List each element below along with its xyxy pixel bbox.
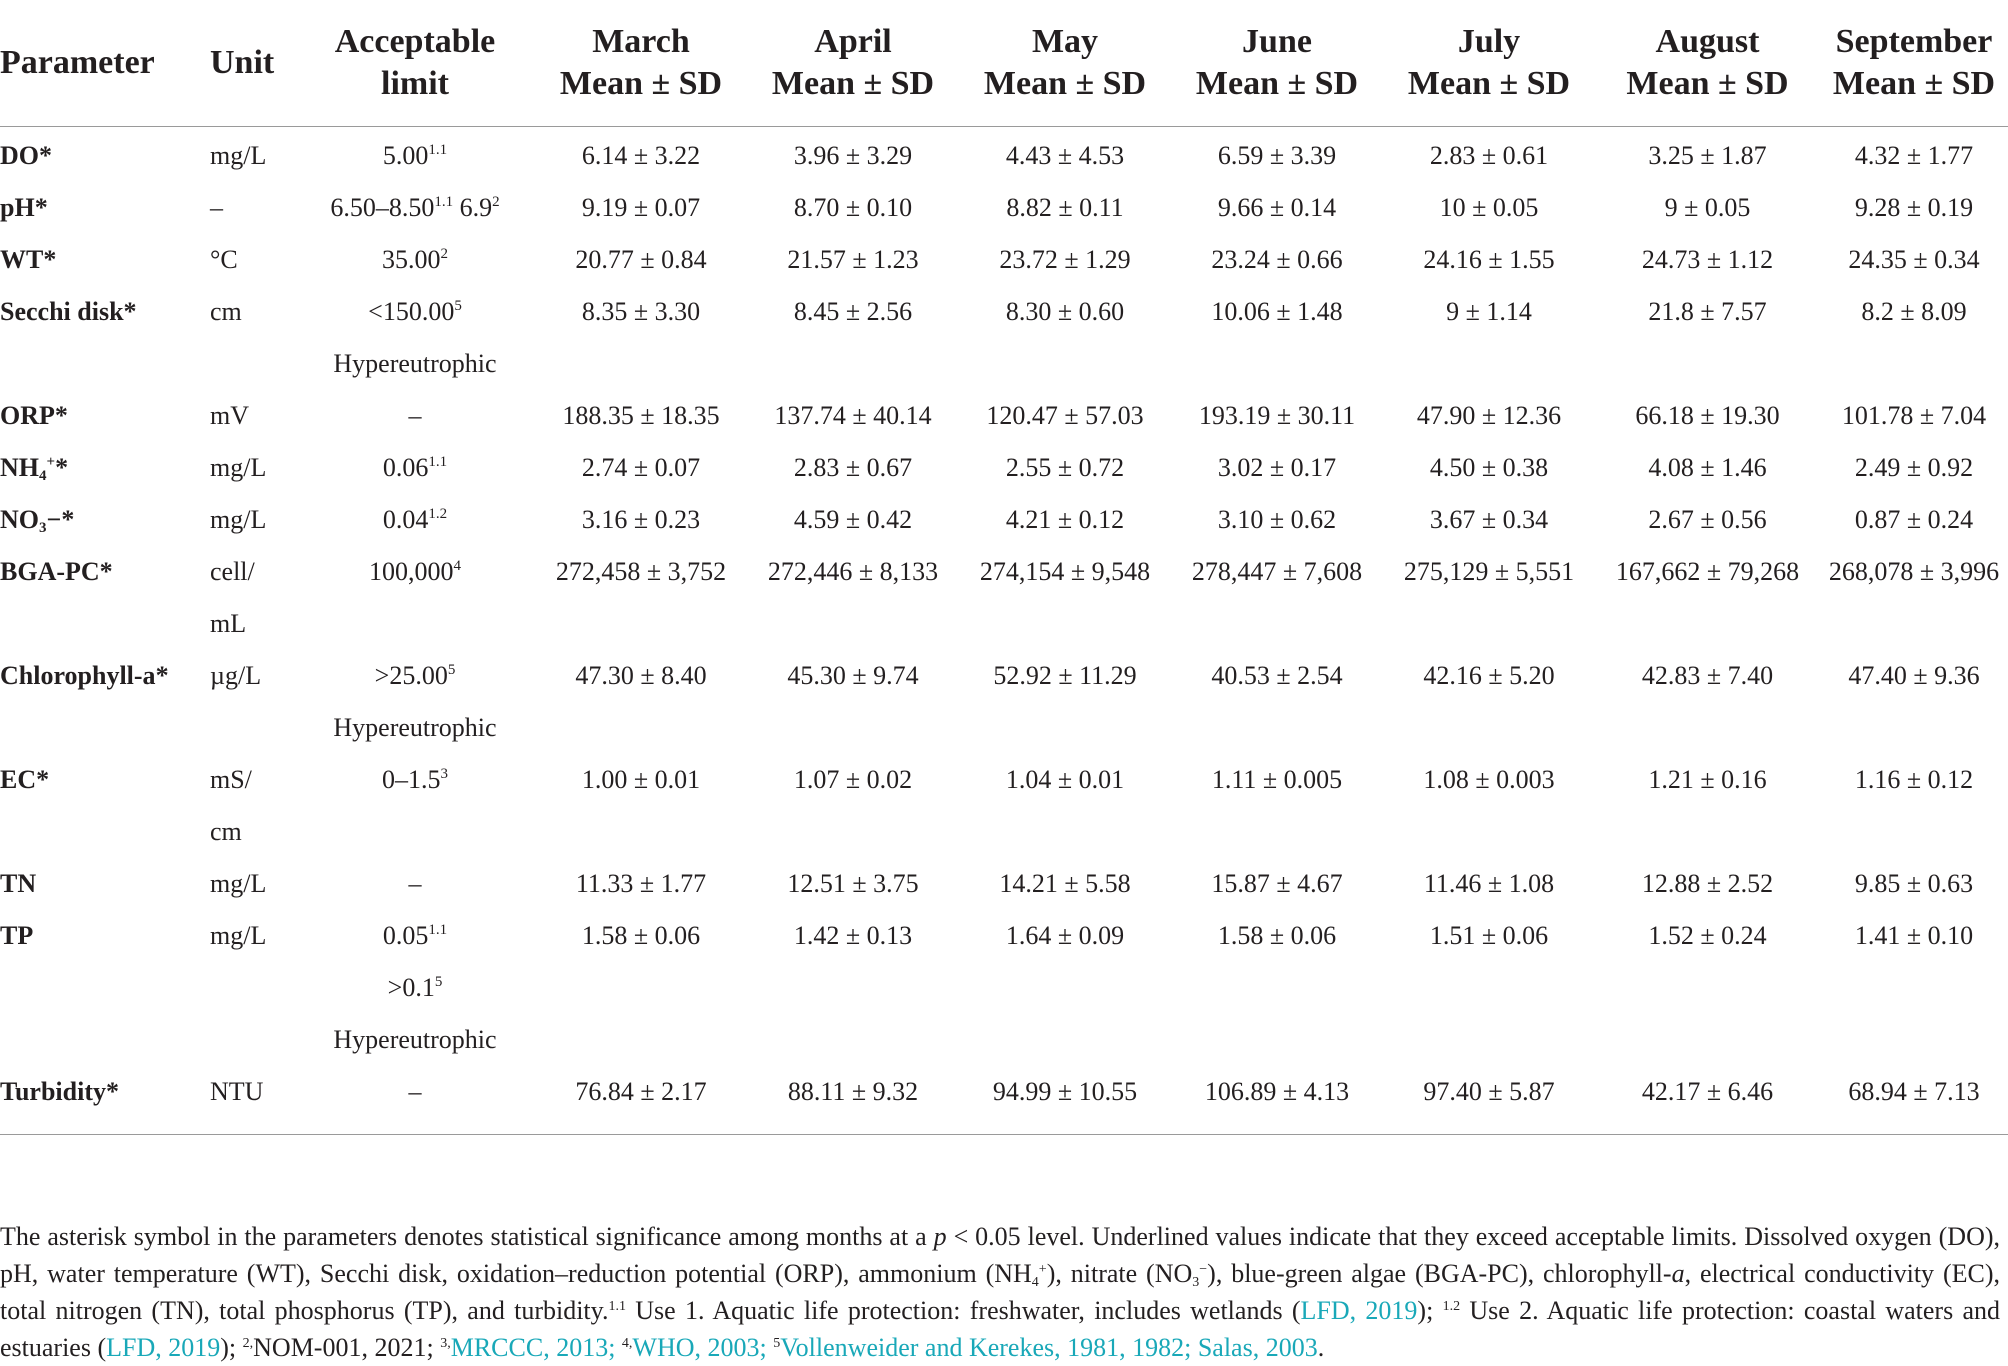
unit-text: mL — [210, 609, 247, 638]
header-unit: Unit — [210, 44, 275, 81]
table-row — [0, 546, 2008, 650]
value-cell-july: 42.16 ± 5.20 — [1423, 661, 1555, 690]
value-cell-september: 0.87 ± 0.24 — [1854, 505, 1974, 534]
header-stat-label: Mean ± SD — [983, 65, 1147, 102]
limit-text: 0.06 — [382, 453, 429, 482]
acceptable-limit-cell — [295, 494, 535, 546]
footnote-text: Use 2. Aquatic life protection: coastal waters and estuaries ( — [0, 1296, 2001, 1362]
limit-text: – — [408, 401, 422, 430]
value-cell-june: 9.66 ± 0.14 — [1217, 193, 1337, 222]
value-cell-september: 268,078 ± 3,996 — [1828, 557, 2000, 586]
value-cell-may: 1.04 ± 0.01 — [1005, 765, 1125, 794]
value-cell-april: 272,446 ± 8,133 — [767, 557, 939, 586]
acceptable-limit-cell — [295, 650, 535, 754]
value-cell-june: 10.06 ± 1.48 — [1211, 297, 1343, 326]
footnote-ref-marker: 1.2 — [1442, 1299, 1461, 1314]
value-cell-september: 47.40 ± 9.36 — [1848, 661, 1980, 690]
parameter-name: TP — [0, 921, 34, 950]
value-cell-june: 278,447 ± 7,608 — [1191, 557, 1363, 586]
value-cell-july: 97.40 ± 5.87 — [1423, 1077, 1555, 1106]
parameter-name: BGA-PC — [0, 557, 100, 586]
citation-link-lfd-2019[interactable]: LFD, 2019 — [1300, 1296, 1418, 1325]
header-stat-label: Mean ± SD — [1832, 65, 1996, 102]
acceptable-limit-cell — [295, 442, 535, 494]
value-cell-august: 66.18 ± 19.30 — [1635, 401, 1780, 430]
parameter-cell — [0, 754, 210, 858]
value-cell-july: 9 ± 1.14 — [1446, 297, 1532, 326]
significance-asterisk: * — [55, 453, 69, 482]
limit-reference-marker: 1.1 — [428, 922, 448, 938]
header-stat-label: Mean ± SD — [1626, 65, 1789, 102]
unit-text: NTU — [210, 1077, 264, 1106]
parameter-name: Turbidity — [0, 1077, 106, 1106]
value-cell-june: 1.58 ± 0.06 — [1217, 921, 1337, 950]
table-row — [0, 910, 2008, 1066]
table-row — [0, 390, 2008, 442]
unit-cell — [210, 858, 295, 910]
unit-cell — [210, 234, 295, 286]
parameter-name: EC — [0, 765, 37, 794]
value-cell-august: 42.83 ± 7.40 — [1641, 661, 1774, 690]
header-month-name: September — [1835, 23, 1993, 60]
limit-reference-marker: 3 — [440, 766, 448, 782]
footnote-ref-marker: 4, — [621, 1336, 633, 1351]
value-cell-june: 6.59 ± 3.39 — [1217, 141, 1337, 170]
parameter-name: WT — [0, 245, 44, 274]
significance-asterisk: * — [34, 193, 48, 222]
footnote-ref-marker: 5 — [773, 1336, 781, 1351]
limit-text: 6.50–8.50 — [330, 193, 435, 222]
value-cell-august: 24.73 ± 1.12 — [1641, 245, 1774, 274]
parameter-cell — [0, 390, 210, 442]
significance-asterisk: * — [61, 505, 75, 534]
table-row — [0, 494, 2008, 546]
value-cell-april: 2.83 ± 0.67 — [793, 453, 913, 482]
limit-text: 6.9 — [453, 193, 493, 222]
value-cell-july: 47.90 ± 12.36 — [1416, 401, 1562, 430]
header-month-name: July — [1457, 23, 1521, 60]
unit-text: °C — [210, 245, 238, 274]
significance-asterisk: * — [155, 661, 169, 690]
unit-cell — [210, 442, 295, 494]
limit-text: – — [408, 869, 422, 898]
citation-link-mrccc-2013[interactable]: MRCCC, 2013; — [450, 1333, 622, 1362]
parameter-name: NH — [0, 453, 39, 482]
acceptable-limit-cell — [295, 858, 535, 910]
value-cell-april: 137.74 ± 40.14 — [774, 401, 932, 430]
acceptable-limit-cell — [295, 286, 535, 390]
value-cell-march: 272,458 ± 3,752 — [555, 557, 727, 586]
unit-cell — [210, 494, 295, 546]
value-cell-august: 167,662 ± 79,268 — [1615, 557, 1800, 586]
parameter-cell — [0, 494, 210, 546]
value-cell-june: 40.53 ± 2.54 — [1211, 661, 1343, 690]
value-cell-march: 8.35 ± 3.30 — [581, 297, 701, 326]
unit-text: mg/L — [210, 141, 267, 170]
citation-link-vollenweider[interactable]: Vollenweider and Kerekes, 1981, 1982; Salas, 2003 — [780, 1333, 1318, 1362]
footnote-text: ); — [220, 1333, 243, 1362]
parameter-cell — [0, 182, 210, 234]
value-cell-june: 23.24 ± 0.66 — [1211, 245, 1343, 274]
unit-text: mg/L — [210, 869, 267, 898]
footnote-ref-marker: 2, — [242, 1336, 254, 1351]
significance-asterisk: * — [105, 1077, 119, 1106]
table-bottom-rule — [0, 1134, 2008, 1135]
limit-reference-marker: 4 — [453, 558, 461, 574]
citation-link-who-2003[interactable]: WHO, 2003; — [632, 1333, 774, 1362]
value-cell-july: 3.67 ± 0.34 — [1429, 505, 1549, 534]
value-cell-august: 12.88 ± 2.52 — [1641, 869, 1774, 898]
footnote-subscript: 4 — [1031, 1275, 1039, 1290]
value-cell-april: 12.51 ± 3.75 — [787, 869, 919, 898]
unit-text: mS/ — [210, 765, 252, 794]
header-stat-label: Mean ± SD — [771, 65, 935, 102]
parameter-subscript: 3 — [39, 520, 47, 536]
unit-cell — [210, 910, 295, 1066]
value-cell-august: 2.67 ± 0.56 — [1648, 505, 1767, 534]
acceptable-limit-cell — [295, 754, 535, 858]
value-cell-march: 11.33 ± 1.77 — [575, 869, 707, 898]
value-cell-september: 101.78 ± 7.04 — [1841, 401, 1987, 430]
value-cell-may: 94.99 ± 10.55 — [992, 1077, 1138, 1106]
header-acceptable-limit — [295, 0, 535, 126]
unit-cell — [210, 650, 295, 754]
footnote-p-symbol: p — [933, 1222, 947, 1251]
value-cell-june: 106.89 ± 4.13 — [1204, 1077, 1350, 1106]
header-month-april — [747, 0, 959, 126]
parameter-cell — [0, 286, 210, 390]
value-cell-march: 188.35 ± 18.35 — [562, 401, 720, 430]
header-month-may — [959, 0, 1171, 126]
limit-text: Hypereutrophic — [333, 349, 497, 378]
parameter-name: ORP — [0, 401, 55, 430]
parameter-cell — [0, 546, 210, 650]
value-cell-april: 4.59 ± 0.42 — [793, 505, 913, 534]
value-cell-july: 2.83 ± 0.61 — [1429, 141, 1549, 170]
value-cell-april: 1.07 ± 0.02 — [793, 765, 913, 794]
table-row — [0, 234, 2008, 286]
value-cell-april: 8.70 ± 0.10 — [793, 193, 913, 222]
value-cell-june: 3.10 ± 0.62 — [1217, 505, 1337, 534]
limit-text: 35.00 — [382, 245, 441, 274]
limit-text: 5.00 — [382, 141, 429, 170]
value-cell-june: 193.19 ± 30.11 — [1198, 401, 1356, 430]
table-row — [0, 754, 2008, 858]
unit-cell — [210, 546, 295, 650]
value-cell-may: 274,154 ± 9,548 — [979, 557, 1151, 586]
unit-cell — [210, 182, 295, 234]
parameter-name: Secchi disk — [0, 297, 124, 326]
significance-asterisk: * — [36, 765, 50, 794]
footnote-text: < 0.05 level. Underlined values indicate that they exceed acceptable limits. Dissolved oxygen (DO), pH, water temperature (WT), Secchi disk, oxidation–reduction potential (ORP), ammonium (NH — [0, 1222, 2000, 1288]
header-month-march — [535, 0, 747, 126]
value-cell-march: 20.77 ± 0.84 — [575, 245, 707, 274]
parameter-cell — [0, 858, 210, 910]
limit-text: 100,000 — [369, 557, 454, 586]
header-month-name: May — [1031, 23, 1099, 60]
value-cell-september: 68.94 ± 7.13 — [1848, 1077, 1980, 1106]
value-cell-april: 1.42 ± 0.13 — [793, 921, 913, 950]
unit-text: – — [210, 193, 223, 222]
parameter-ion-charge: − — [46, 505, 62, 534]
value-cell-may: 23.72 ± 1.29 — [999, 245, 1131, 274]
value-cell-september: 24.35 ± 0.34 — [1848, 245, 1980, 274]
limit-text: Hypereutrophic — [333, 713, 497, 742]
footnote-text: The asterisk symbol in the parameters denotes statistical significance among months at a — [0, 1222, 934, 1251]
unit-text: mg/L — [210, 505, 267, 534]
limit-text: Hypereutrophic — [333, 1025, 497, 1054]
value-cell-july: 4.50 ± 0.38 — [1429, 453, 1549, 482]
value-cell-june: 15.87 ± 4.67 — [1211, 869, 1343, 898]
value-cell-august: 1.21 ± 0.16 — [1648, 765, 1767, 794]
parameter-cell — [0, 234, 210, 286]
parameter-cell — [0, 1066, 210, 1118]
unit-cell — [210, 390, 295, 442]
value-cell-september: 8.2 ± 8.09 — [1861, 297, 1967, 326]
unit-cell — [210, 754, 295, 858]
limit-text: 0.05 — [382, 921, 429, 950]
limit-reference-marker: 1.2 — [428, 506, 448, 522]
table-row — [0, 442, 2008, 494]
table-row — [0, 650, 2008, 754]
value-cell-september: 2.49 ± 0.92 — [1854, 453, 1974, 482]
limit-reference-marker: 1.1 — [434, 194, 454, 210]
value-cell-may: 4.43 ± 4.53 — [1005, 141, 1125, 170]
value-cell-september: 1.41 ± 0.10 — [1854, 921, 1974, 950]
citation-link-lfd-2019[interactable]: LFD, 2019 — [106, 1333, 221, 1362]
parameter-superscript: + — [46, 454, 56, 470]
parameter-name: DO — [0, 141, 39, 170]
footnote-superscript: + — [1038, 1262, 1047, 1277]
significance-asterisk: * — [43, 245, 57, 274]
value-cell-march: 6.14 ± 3.22 — [581, 141, 701, 170]
value-cell-may: 14.21 ± 5.58 — [999, 869, 1131, 898]
table-row — [0, 126, 2008, 182]
value-cell-may: 8.82 ± 0.11 — [1006, 193, 1124, 222]
value-cell-september: 1.16 ± 0.12 — [1854, 765, 1974, 794]
limit-text: 0.04 — [382, 505, 429, 534]
significance-asterisk: * — [99, 557, 113, 586]
value-cell-september: 4.32 ± 1.77 — [1854, 141, 1974, 170]
header-parameter: Parameter — [0, 44, 155, 81]
value-cell-august: 1.52 ± 0.24 — [1648, 921, 1767, 950]
value-cell-may: 4.21 ± 0.12 — [1005, 505, 1125, 534]
value-cell-april: 45.30 ± 9.74 — [787, 661, 919, 690]
value-cell-september: 9.85 ± 0.63 — [1854, 869, 1974, 898]
acceptable-limit-cell — [295, 234, 535, 286]
footnote-ref-marker: 3, — [440, 1336, 451, 1351]
table-row — [0, 1066, 2008, 1118]
unit-text: µg/L — [210, 661, 262, 690]
value-cell-may: 8.30 ± 0.60 — [1005, 297, 1125, 326]
parameter-cell — [0, 910, 210, 1066]
limit-text: <150.00 — [368, 297, 455, 326]
value-cell-july: 1.51 ± 0.06 — [1429, 921, 1549, 950]
value-cell-august: 42.17 ± 6.46 — [1641, 1077, 1774, 1106]
table-row — [0, 286, 2008, 390]
acceptable-limit-cell — [295, 910, 535, 1066]
value-cell-august: 9 ± 0.05 — [1664, 193, 1751, 222]
limit-text: >0.1 — [387, 973, 435, 1002]
unit-text: cm — [210, 297, 242, 326]
significance-asterisk: * — [39, 141, 52, 170]
header-month-name: August — [1655, 23, 1760, 60]
value-cell-march: 1.00 ± 0.01 — [581, 765, 701, 794]
parameter-name: pH — [0, 193, 35, 222]
header-limit-line1: Acceptable — [334, 23, 496, 60]
acceptable-limit-cell — [295, 1066, 535, 1118]
parameter-name: Chlorophyll-a — [0, 661, 156, 690]
header-stat-label: Mean ± SD — [1407, 65, 1571, 102]
value-cell-march: 9.19 ± 0.07 — [581, 193, 701, 222]
value-cell-may: 2.55 ± 0.72 — [1005, 453, 1125, 482]
unit-cell — [210, 286, 295, 390]
limit-text: 0–1.5 — [382, 765, 441, 794]
parameter-cell — [0, 650, 210, 754]
value-cell-july: 1.08 ± 0.003 — [1423, 765, 1555, 794]
table-row — [0, 182, 2008, 234]
value-cell-april: 21.57 ± 1.23 — [787, 245, 919, 274]
unit-text: cell/ — [210, 557, 255, 586]
limit-reference-marker: 1.1 — [428, 142, 448, 158]
acceptable-limit-cell — [295, 182, 535, 234]
limit-reference-marker: 5 — [434, 974, 443, 990]
header-stat-label: Mean ± SD — [1195, 65, 1359, 102]
value-cell-march: 1.58 ± 0.06 — [581, 921, 701, 950]
value-cell-june: 1.11 ± 0.005 — [1211, 765, 1343, 794]
acceptable-limit-cell — [295, 390, 535, 442]
significance-asterisk: * — [54, 401, 68, 430]
footnote-text: ), nitrate (NO — [1046, 1259, 1193, 1288]
value-cell-july: 275,129 ± 5,551 — [1403, 557, 1575, 586]
table-header-row — [0, 0, 2008, 126]
limit-reference-marker: 2 — [492, 194, 500, 210]
limit-reference-marker: 1.1 — [428, 454, 448, 470]
value-cell-august: 21.8 ± 7.57 — [1648, 297, 1767, 326]
footnote-text: ), blue-green algae (BGA-PC), chlorophyll- — [1207, 1259, 1672, 1288]
header-stat-label: Mean ± SD — [559, 65, 723, 102]
footnote-italic-a: a — [1671, 1259, 1685, 1288]
header-month-june — [1171, 0, 1383, 126]
value-cell-may: 52.92 ± 11.29 — [993, 661, 1137, 690]
limit-reference-marker: 5 — [454, 298, 462, 314]
significance-asterisk: * — [123, 297, 137, 326]
parameter-subscript: 4 — [39, 468, 47, 484]
header-month-name: April — [814, 23, 892, 60]
value-cell-april: 3.96 ± 3.29 — [793, 141, 913, 170]
header-month-name: June — [1242, 23, 1312, 60]
footnote-superscript: − — [1199, 1262, 1208, 1277]
value-cell-august: 3.25 ± 1.87 — [1648, 141, 1767, 170]
value-cell-may: 120.47 ± 57.03 — [986, 401, 1144, 430]
limit-reference-marker: 5 — [447, 662, 456, 678]
limit-text: – — [408, 1077, 422, 1106]
value-cell-april: 88.11 ± 9.32 — [787, 1077, 919, 1106]
table-body — [0, 126, 2008, 1118]
limit-reference-marker: 2 — [440, 246, 448, 262]
header-month-july — [1383, 0, 1595, 126]
unit-text: mg/L — [210, 453, 267, 482]
value-cell-july: 24.16 ± 1.55 — [1423, 245, 1555, 274]
limit-text: >25.00 — [374, 661, 448, 690]
footnote-text: . — [1317, 1333, 1325, 1362]
unit-cell — [210, 1066, 295, 1118]
value-cell-april: 8.45 ± 2.56 — [793, 297, 913, 326]
value-cell-march: 3.16 ± 0.23 — [581, 505, 701, 534]
acceptable-limit-cell — [295, 126, 535, 182]
unit-text: mg/L — [210, 921, 267, 950]
parameter-name: TN — [0, 869, 37, 898]
header-month-august — [1595, 0, 1820, 126]
header-month-name: March — [592, 23, 690, 60]
footnote-ref-marker: 1.1 — [608, 1299, 626, 1314]
header-month-september — [1820, 0, 2008, 126]
footnote-text: NOM-001, 2021; — [253, 1333, 441, 1362]
unit-cell — [210, 126, 295, 182]
footnote-text: , electrical conductivity (EC), total nitrogen (TN), total phosphorus (TP), and turbidity. — [0, 1259, 2000, 1325]
unit-text: cm — [210, 817, 242, 846]
acceptable-limit-cell — [295, 546, 535, 650]
value-cell-september: 9.28 ± 0.19 — [1854, 193, 1974, 222]
footnote-text: ); — [1417, 1296, 1443, 1325]
footnote-text: Use 1. Aquatic life protection: freshwater, includes wetlands ( — [625, 1296, 1301, 1325]
header-limit-line2: limit — [381, 65, 449, 102]
value-cell-june: 3.02 ± 0.17 — [1217, 453, 1337, 482]
table-footnote — [0, 1218, 2000, 1366]
value-cell-march: 47.30 ± 8.40 — [575, 661, 707, 690]
footnote-subscript: 3 — [1192, 1275, 1200, 1290]
value-cell-july: 10 ± 0.05 — [1439, 193, 1539, 222]
parameter-name: NO — [0, 505, 39, 534]
value-cell-july: 11.46 ± 1.08 — [1423, 869, 1555, 898]
table-row — [0, 858, 2008, 910]
parameter-cell — [0, 126, 210, 182]
value-cell-march: 2.74 ± 0.07 — [581, 453, 701, 482]
value-cell-march: 76.84 ± 2.17 — [575, 1077, 707, 1106]
parameter-cell — [0, 442, 210, 494]
value-cell-august: 4.08 ± 1.46 — [1648, 453, 1767, 482]
unit-text: mV — [210, 401, 249, 430]
value-cell-may: 1.64 ± 0.09 — [1005, 921, 1125, 950]
